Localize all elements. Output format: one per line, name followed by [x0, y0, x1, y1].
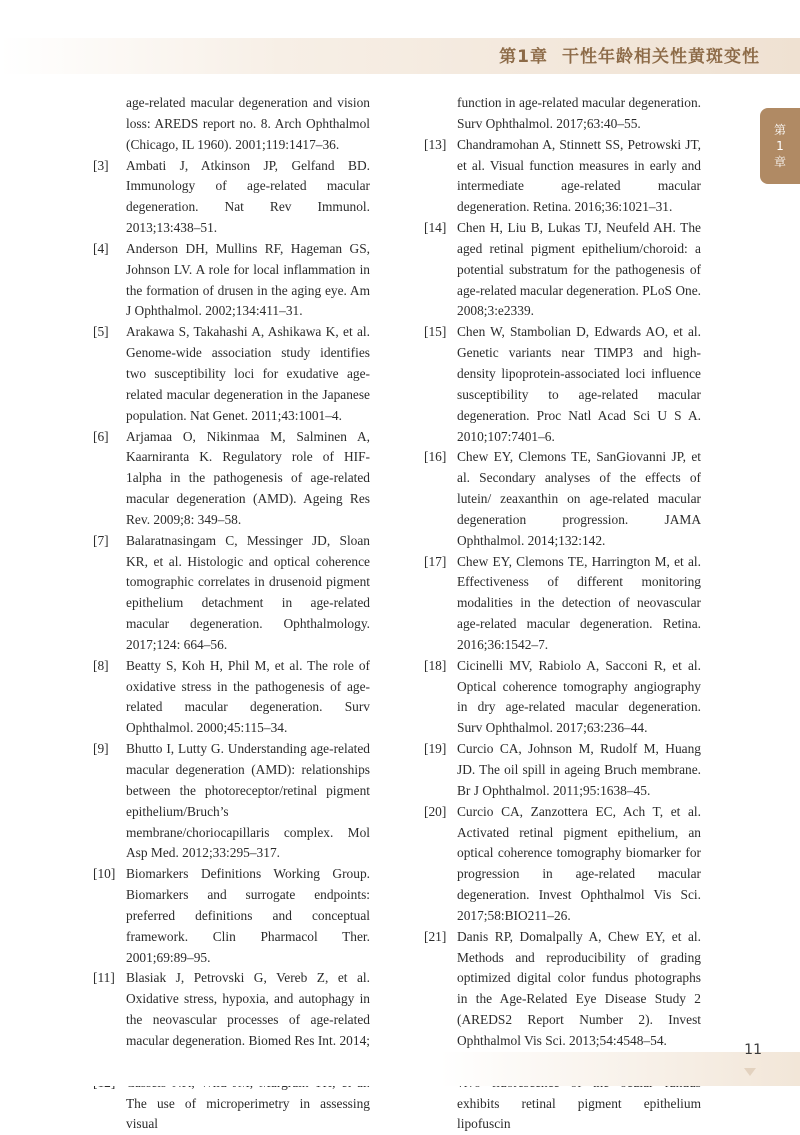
reference-entry — [93, 156, 370, 239]
reference-number: [11] — [93, 970, 115, 986]
reference-text: Biomarkers Definitions Working Group. Biomarkers and surrogate endpoints: preferred definitions and conceptual framework. Clin Pharmacol Ther. 2001;69:89–95. — [126, 866, 370, 965]
reference-text: function in age-related macular degeneration. Surv Ophthalmol. 2017;63:40–55. — [457, 95, 701, 131]
reference-entry — [424, 135, 701, 218]
reference-text: Balaratnasingam C, Messinger JD, Sloan KR, et al. Histologic and optical coherence tomographic correlates in drusenoid pigment epithelium detachment in age-related macular degeneration. Ophthalmology. 2017;124: 664–56. — [126, 532, 370, 652]
reference-entry — [424, 927, 701, 1052]
reference-number: [5] — [93, 324, 109, 340]
reference-entry — [93, 531, 370, 656]
reference-number: [19] — [424, 741, 447, 757]
reference-number: [16] — [424, 449, 447, 465]
side-tab-line-1: 第 — [773, 123, 786, 137]
reference-text: Arjamaa O, Nikinmaa M, Salminen A, Kaarniranta K. Regulatory role of HIF-1alpha in the pathogenesis of age-related macular degeneration (AMD). Ageing Res Rev. 2009;8: 349–58. — [126, 428, 370, 527]
reference-entry — [424, 447, 701, 551]
reference-entry — [93, 656, 370, 739]
reference-text: Anderson DH, Mullins RF, Hageman GS, Johnson LV. A role for local inflammation in the formation of drusen in the aging eye. Am J Ophthalmol. 2002;134:411–31. — [126, 240, 370, 319]
reference-number: [18] — [424, 657, 447, 673]
reference-number: [13] — [424, 136, 447, 152]
reference-entry — [424, 739, 701, 802]
reference-entry — [93, 864, 370, 968]
reference-number: [21] — [424, 928, 447, 944]
reference-number: [4] — [93, 240, 109, 256]
reference-entry — [424, 218, 701, 322]
reference-entry — [93, 93, 370, 156]
reference-text: Danis RP, Domalpally A, Chew EY, et al. Methods and reproducibility of grading optimized digital color fundus photographs in the Age-Related Eye Disease Study 2 (AREDS2 Report Number 2). Invest Ophthalmol Vis Sci. 2013;54:4548–54. — [457, 928, 701, 1048]
reference-entry — [424, 552, 701, 656]
side-tab-line-3: 章 — [773, 155, 786, 169]
chapter-title: 干性年龄相关性黄斑变性 — [562, 47, 760, 67]
reference-entry — [424, 656, 701, 739]
reference-text: Arakawa S, Takahashi A, Ashikawa K, et al. Genome-wide association study identifies two susceptibility loci for exudative age-related macular degeneration in the Japanese population. Nat Genet. 2011;43:1001–4. — [126, 324, 370, 423]
reference-number: [20] — [424, 803, 447, 819]
reference-text: exhibits retinal pigment epithelium lipofuscin — [457, 1095, 701, 1132]
reference-number: [3] — [93, 157, 109, 173]
right-reference-column — [424, 93, 701, 1135]
reference-text: Cicinelli MV, Rabiolo A, Sacconi R, et al. Optical coherence tomography angiography in dry age-related macular degeneration. Surv Ophthalmol. 2017;63:236–44. — [457, 657, 701, 736]
chapter-number: 第1章 — [499, 47, 548, 67]
reference-number: [6] — [93, 428, 109, 444]
reference-number: [8] — [93, 657, 109, 673]
footer-band — [0, 1052, 800, 1086]
reference-number: [15] — [424, 324, 447, 340]
reference-text: Chew EY, Clemons TE, SanGiovanni JP, et al. Secondary analyses of the effects of lutein/ zeaxanthin on age-related macular degeneration progression. JAMA Ophthalmol. 2014;132:142. — [457, 449, 701, 548]
page-marker-triangle — [744, 1068, 756, 1076]
reference-text: Chen H, Liu B, Lukas TJ, Neufeld AH. The aged retinal pigment epithelium/choroid: a potential substratum for the pathogenesis of age-related macular degeneration. PLoS One. 2008;3:e2339. — [457, 220, 701, 319]
reference-text: Chen W, Stambolian D, Edwards AO, et al. Genetic variants near TIMP3 and high-density lipoprotein-associated loci influence susceptibility to age-related macular degeneration. Proc Natl Acad Sci U S A. 2010;107:7401–6. — [457, 324, 701, 444]
reference-entry — [93, 322, 370, 426]
reference-number: [9] — [93, 741, 109, 757]
reference-entry — [424, 93, 701, 135]
reference-text: Chandramohan A, Stinnett SS, Petrowski JT, et al. Visual function measures in early and intermediate age-related macular degeneration. Retina. 2016;36:1021–31. — [457, 136, 701, 215]
reference-text: Chew EY, Clemons TE, Harrington M, et al. Effectiveness of different monitoring modalities in the detection of neovascular age-related macular degeneration. Retina. 2016;36:1542–7. — [457, 553, 701, 652]
reference-text: Ambati J, Atkinson JP, Gelfand BD. Immunology of age-related macular degeneration. Nat Rev Immunol. 2013;13:438–51. — [126, 157, 370, 236]
reference-number: [10] — [93, 866, 116, 882]
reference-number: [7] — [93, 532, 109, 548]
reference-entry — [424, 802, 701, 927]
side-tab-line-2: 1 — [776, 139, 784, 153]
left-reference-column — [93, 93, 370, 1135]
reference-text: Curcio CA, Zanzottera EC, Ach T, et al. Activated retinal pigment epithelium, an optical coherence tomography biomarker for progression in age-related macular degeneration. Invest Ophthalmol Vis Sci. 2017;58:BIO211–26. — [457, 803, 701, 923]
running-header — [499, 42, 760, 67]
reference-entry — [424, 322, 701, 447]
reference-text: Curcio CA, Johnson M, Rudolf M, Huang JD. The oil spill in ageing Bruch membrane. Br J Ophthalmol. 2011;95:1638–45. — [457, 741, 701, 798]
reference-text: Beatty S, Koh H, Phil M, et al. The role of oxidative stress in the pathogenesis of age-related macular degeneration. Surv Ophthalmol. 2000;45:115–34. — [126, 657, 370, 736]
reference-entry — [93, 427, 370, 531]
chapter-side-tab — [760, 108, 800, 184]
page-number: 11 — [744, 1042, 762, 1058]
reference-number: [17] — [424, 553, 447, 569]
reference-text: The use of microperimetry in assessing visual — [126, 1095, 370, 1132]
reference-number: [14] — [424, 220, 447, 236]
reference-entry — [93, 239, 370, 322]
reference-text: Bhutto I, Lutty G. Understanding age-related macular degeneration (AMD): relationships between the photoreceptor/retinal pigment epithelium/Bruch’s membrane/choriocapillaris complex. Mol Asp Med. 2012;33:295–317. — [126, 741, 370, 861]
reference-text: age-related macular degeneration and vision loss: AREDS report no. 8. Arch Ophthalmol (Chicago, IL 1960). 2001;119:1417–36. — [126, 95, 370, 152]
reference-text: Blasiak J, Petrovski G, Vereb Z, et al. Oxidative stress, hypoxia, and autophagy in the neovascular processes of age-related macular degeneration. Biomed Res Int. 2014; — [126, 970, 370, 1048]
reference-entry — [93, 739, 370, 864]
